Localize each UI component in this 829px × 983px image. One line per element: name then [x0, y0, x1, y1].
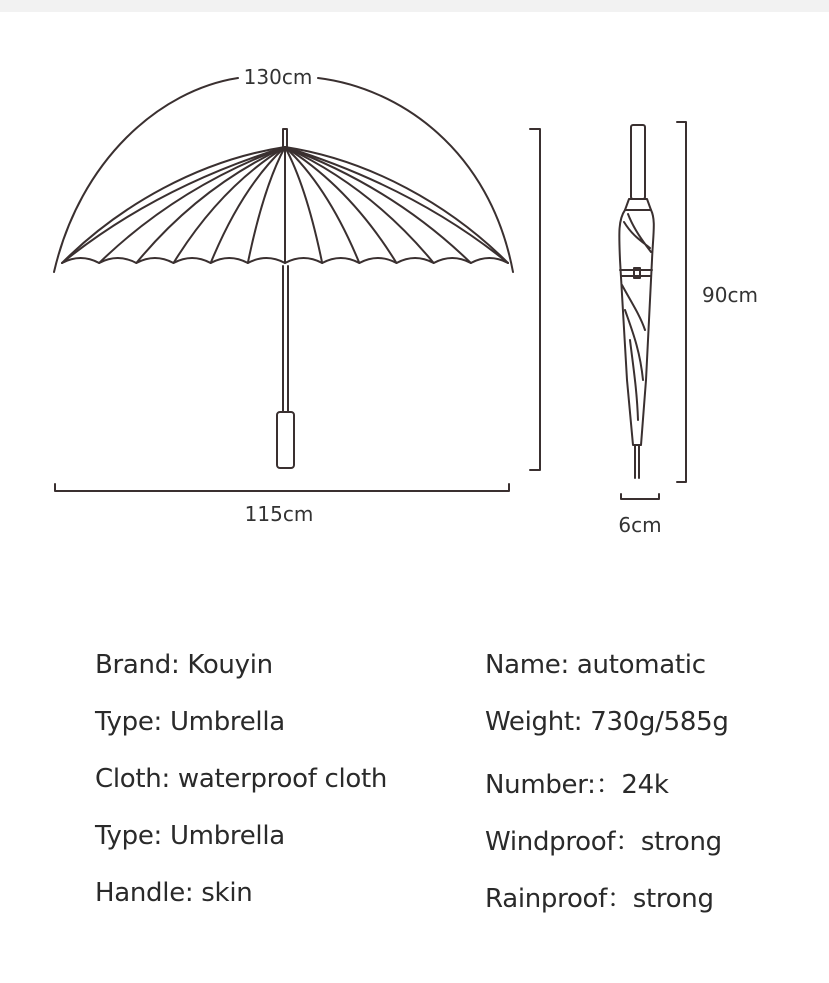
closed-fold-lines — [622, 214, 651, 420]
open-umbrella — [62, 129, 508, 468]
spec-brand: Brand: Kouyin — [95, 650, 273, 680]
closed-tip — [635, 445, 639, 478]
closed-length-label: 90cm — [702, 283, 758, 307]
canopy-rib — [211, 147, 285, 263]
spec-name: Name: automatic — [485, 650, 706, 680]
spec-number: Number:：24k — [485, 770, 669, 800]
closed-diameter-label: 6cm — [618, 513, 662, 537]
top-ferrule — [283, 129, 287, 147]
spec-weight: Weight: 730g/585g — [485, 707, 729, 737]
spec-cloth: Cloth: waterproof cloth — [95, 764, 388, 794]
canopy-width-label: 115cm — [244, 502, 314, 526]
spec-type: Type: Umbrella — [95, 707, 285, 737]
closed-diameter-line — [621, 494, 659, 499]
closed-handle — [631, 125, 645, 199]
spec-type-2: Type: Umbrella — [95, 821, 285, 851]
canopy-ribs — [62, 147, 508, 263]
arc-length-label: 130cm — [243, 65, 313, 89]
spec-windproof: Windproof：strong — [485, 827, 722, 857]
spec-handle: Handle: skin — [95, 878, 253, 908]
closed-collar — [625, 199, 651, 210]
closed-umbrella — [619, 125, 654, 478]
spec-rainproof: Rainproof：strong — [485, 884, 714, 914]
canopy-width-line — [55, 484, 509, 491]
handle — [277, 412, 294, 468]
shaft — [283, 266, 288, 412]
closed-strap — [620, 270, 652, 276]
closed-length-line — [677, 122, 686, 482]
open-height-line — [530, 129, 540, 470]
canopy-rib — [285, 147, 359, 263]
